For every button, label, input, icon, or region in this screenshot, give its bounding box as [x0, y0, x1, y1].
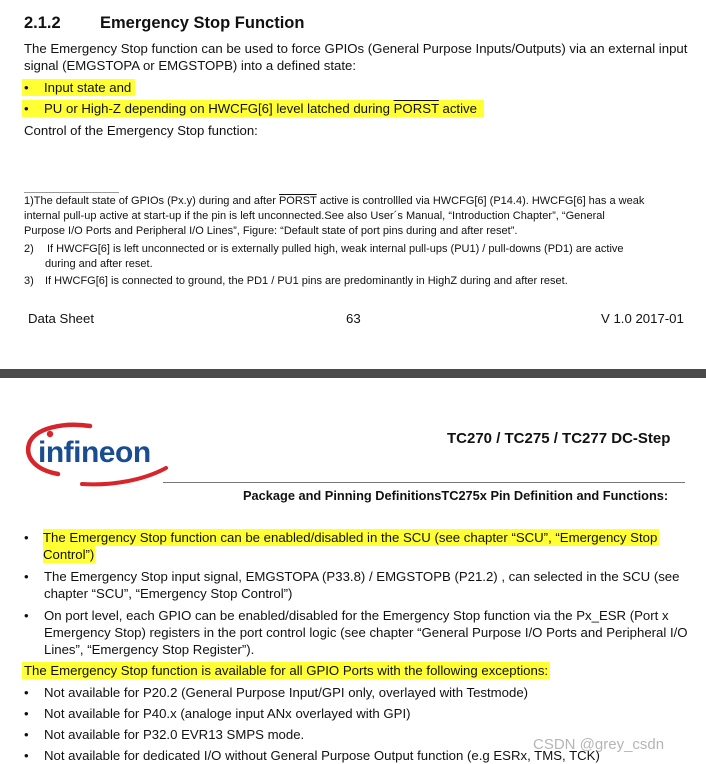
- footnote-3-line-1: If HWCFG[6] is connected to ground, the PD1 / PU1 pins are predominantly in HighZ during and after reset.: [45, 275, 568, 287]
- bullet-mark: •: [24, 101, 29, 116]
- section-number: 2.1.2: [24, 14, 61, 32]
- header-rule: [163, 482, 685, 483]
- bullet-3-line-2: Emergency Stop) registers in the port control logic (see chapter “General Purpose I/O Ports and Peripheral I/O: [44, 625, 688, 640]
- section-heading: [24, 14, 304, 33]
- exceptions-heading: The Emergency Stop function is available for all GPIO Ports with the following exceptions:: [24, 663, 549, 678]
- exception-item: Not available for P20.2 (General Purpose Input/GPI only, overlayed with Testmode): [44, 685, 529, 700]
- bullet-text-part: PU or High-Z depending on HWCFG[6] level latched during: [44, 101, 394, 116]
- logo-wordmark: infineon: [38, 436, 151, 469]
- bullet-mark: •: [24, 608, 29, 623]
- footnote-text: active is controllled via HWCFG[6] (P14.4). HWCFG[6] has a weak: [316, 195, 645, 207]
- footnote-1-line-3: Purpose I/O Ports and Peripheral I/O Lines”, Figure: “Default state of port pins during and after reset”.: [24, 225, 518, 237]
- section-title: Emergency Stop Function: [100, 14, 305, 32]
- intro-line-2: signal (EMGSTOPA or EMGSTOPB) into a defined state:: [24, 58, 357, 73]
- footnote-2-number: 2): [24, 243, 34, 255]
- exception-item: Not available for P32.0 EVR13 SMPS mode.: [44, 727, 305, 742]
- bullet-2-line-1: The Emergency Stop input signal, EMGSTOPA (P33.8) / EMGSTOPB (P21.2) , can selected in the SCU (see: [44, 569, 680, 584]
- footnote-3-number: 3): [24, 275, 34, 287]
- bullet-mark: •: [24, 569, 29, 584]
- intro-line-1: The Emergency Stop function can be used to force GPIOs (General Purpose Inputs/Outputs) via an external input: [24, 41, 688, 56]
- highlighted-bullet: [22, 100, 484, 117]
- bullet-mark: •: [24, 80, 29, 95]
- bullet-3-line-1: On port level, each GPIO can be enabled/disabled for the Emergency Stop function via the Px_ESR (Port x: [44, 608, 669, 623]
- control-line: Control of the Emergency Stop function:: [24, 123, 258, 138]
- bullet-text-part: active: [438, 101, 477, 116]
- bullet-mark: •: [24, 685, 29, 700]
- footnote-text: 1)The default state of GPIOs (Px.y) during and after: [24, 195, 279, 207]
- bullet-text: [44, 100, 477, 117]
- bullet-1-line-2: Control”): [43, 547, 95, 562]
- bullet-mark: •: [24, 706, 29, 721]
- bullet-mark: •: [24, 727, 29, 742]
- exception-item: Not available for dedicated I/O without General Purpose Output function (e.g ESRx, TMS, TCK): [44, 748, 600, 763]
- footnote-1-line-2: internal pull-up active at start-up if the pin is left unconnected.See also User´s Manual, “Introduction Chapter”, “General: [24, 210, 605, 222]
- page-separator: [0, 369, 706, 378]
- bullet-text: Input state and: [44, 80, 132, 95]
- bullet-mark: •: [24, 748, 29, 763]
- bullet-1-line-1: The Emergency Stop function can be enabled/disabled in the SCU (see chapter “SCU”, “Emergency Stop: [43, 530, 658, 545]
- porst-signal: PORST: [278, 195, 317, 207]
- footnote-1-line-1: [24, 194, 644, 210]
- bullet-3-line-3: Lines”, “Emergency Stop Register”).: [44, 642, 255, 657]
- footnote-2-line-2: during and after reset.: [45, 258, 153, 270]
- highlighted-bullet: [22, 79, 135, 96]
- bullet-mark: •: [24, 530, 29, 545]
- exception-item: Not available for P40.x (analoge input ANx overlayed with GPI): [44, 706, 411, 721]
- footer-left: Data Sheet: [28, 311, 94, 326]
- bullet-2-line-2: chapter “SCU”, “Emergency Stop Control”): [44, 586, 293, 601]
- page-number: 63: [346, 311, 361, 326]
- footnote-separator: [24, 192, 119, 193]
- infineon-logo: [22, 420, 172, 492]
- document-title: TC270 / TC275 / TC277 DC-Step: [447, 430, 671, 447]
- porst-signal: PORST: [393, 101, 439, 116]
- footer-version: V 1.0 2017-01: [601, 311, 684, 326]
- footnote-2-line-1: If HWCFG[6] is left unconnected or is externally pulled high, weak internal pull-ups (PU1) / pull-downs (PD1) are active: [47, 243, 624, 255]
- section-subheader: Package and Pinning DefinitionsTC275x Pin Definition and Functions:: [243, 488, 669, 503]
- watermark: CSDN @grey_csdn: [533, 736, 665, 753]
